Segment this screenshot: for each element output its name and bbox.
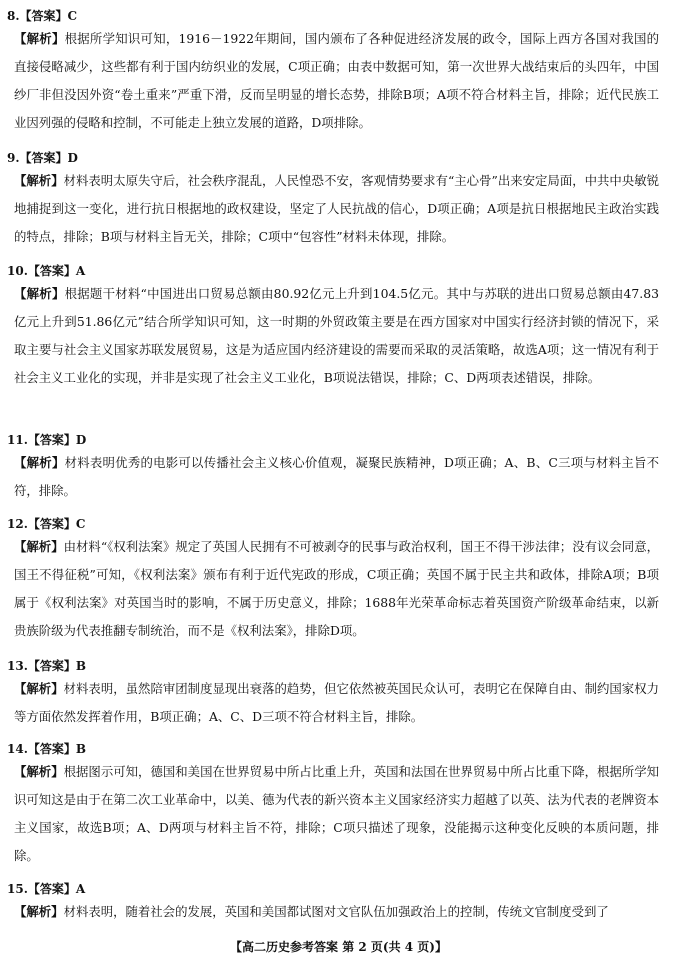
analysis-paragraph bbox=[14, 25, 659, 137]
analysis-paragraph bbox=[14, 280, 659, 392]
analysis-tag: 【解析】 bbox=[14, 31, 65, 46]
answer-value: A bbox=[75, 264, 86, 278]
answer-tag: 【答案】 bbox=[27, 264, 76, 278]
answer-line bbox=[7, 7, 677, 25]
analysis-text: 根据题干材料“中国进出口贸易总额由80.92亿元上升到104.5亿元。其中与苏联的进出口贸易总额由47.83亿元上升到51.86亿元”结合所学知识可知，这一时期的外贸政策主要是在西方国家对中国实行经济封锁的情况下，采取主要与社会主义国家苏联发展贸易，这是为适应国内经济建设的需要而采取的灵活策略，故选A项；这一情况有利于社会主义工业化的实现，并非是实现了社会主义工业化，B项说法错误，排除；C、D两项表述错误，排除。 bbox=[14, 286, 660, 385]
question-number: 13. bbox=[7, 659, 28, 673]
answer-tag: 【答案】 bbox=[19, 151, 68, 165]
analysis-paragraph bbox=[14, 898, 659, 926]
analysis-tag: 【解析】 bbox=[14, 904, 64, 919]
question-11 bbox=[0, 431, 677, 505]
question-15 bbox=[0, 880, 677, 926]
answer-tag: 【答案】 bbox=[27, 517, 76, 531]
footer-page-number: 第 2 页(共 4 页) bbox=[342, 940, 435, 954]
analysis-text: 材料表明优秀的电影可以传播社会主义核心价值观，凝聚民族精神，D项正确；A、B、C三项与材料主旨不符，排除。 bbox=[14, 455, 660, 498]
footer-bracket-close: 】 bbox=[434, 940, 447, 954]
answer-line bbox=[7, 149, 677, 167]
analysis-paragraph bbox=[14, 675, 659, 731]
analysis-text: 材料表明，随着社会的发展，英国和美国都试图对文官队伍加强政治上的控制，传统文官制度受到了 bbox=[63, 904, 609, 919]
question-number: 11. bbox=[7, 433, 28, 447]
analysis-tag: 【解析】 bbox=[14, 286, 65, 301]
answer-value: D bbox=[75, 433, 87, 447]
answer-value: A bbox=[75, 882, 86, 896]
answer-line bbox=[7, 880, 677, 898]
answer-value: B bbox=[75, 659, 87, 673]
analysis-paragraph bbox=[14, 167, 659, 251]
answer-line bbox=[7, 657, 677, 675]
analysis-tag: 【解析】 bbox=[14, 539, 64, 554]
question-9 bbox=[0, 149, 677, 251]
analysis-text: 根据图示可知，德国和美国在世界贸易中所占比重上升，英国和法国在世界贸易中所占比重下降，根据所学知识可知这是由于在第二次工业革命中，以美、德为代表的新兴资本主义国家经济实力超越了以英、法为代表的老牌资本主义国家，故选B项；A、D两项与材料主旨不符，排除；C项只描述了现象，没能揭示这种变化反映的本质问题，排除。 bbox=[14, 764, 660, 863]
answer-tag: 【答案】 bbox=[27, 882, 76, 896]
answer-value: C bbox=[67, 9, 78, 23]
analysis-paragraph bbox=[14, 449, 659, 505]
question-13 bbox=[0, 657, 677, 731]
answer-tag: 【答案】 bbox=[27, 742, 76, 756]
analysis-tag: 【解析】 bbox=[14, 764, 64, 779]
analysis-tag: 【解析】 bbox=[14, 681, 64, 696]
question-14 bbox=[0, 740, 677, 870]
answer-value: D bbox=[67, 151, 78, 165]
answer-tag: 【答案】 bbox=[19, 9, 68, 23]
answer-tag: 【答案】 bbox=[27, 659, 76, 673]
analysis-paragraph bbox=[14, 533, 659, 645]
question-number: 8. bbox=[7, 9, 20, 23]
analysis-paragraph bbox=[14, 758, 659, 870]
answer-tag: 【答案】 bbox=[27, 433, 76, 447]
analysis-tag: 【解析】 bbox=[14, 455, 65, 470]
answer-line bbox=[7, 262, 677, 280]
question-8 bbox=[0, 7, 677, 137]
question-12 bbox=[0, 515, 677, 645]
answer-value: C bbox=[75, 517, 86, 531]
footer-title: 高二历史参考答案 bbox=[242, 940, 339, 954]
question-number: 9. bbox=[7, 151, 20, 165]
analysis-tag: 【解析】 bbox=[14, 173, 64, 188]
analysis-text: 由材料“《权利法案》规定了英国人民拥有不可被剥夺的民事与政治权利，国王不得干涉法律；没有议会同意，国王不得征税”可知，《权利法案》颁布有利于近代宪政的形成，C项正确；英国不属于民主共和政体，排除A项；B项属于《权利法案》对英国当时的影响，不属于历史意义，排除；1688年光荣革命标志着英国资产阶级革命结束，以新贵族阶级为代表推翻专制统治，而不是《权利法案》，排除D项。 bbox=[14, 539, 659, 638]
question-number: 12. bbox=[7, 517, 28, 531]
question-number: 14. bbox=[7, 742, 28, 756]
answer-line bbox=[7, 431, 677, 449]
analysis-text: 根据所学知识可知，1916－1922年期间，国内颁布了各种促进经济发展的政令，国际上西方各国对我国的直接侵略减少，这些都有利于国内纺织业的发展，C项正确；由表中数据可知，第一次世界大战结束后的头四年，中国纱厂非但没因外资“卷土重来”严重下滑，反而呈明显的增长态势，排除B项；A项不符合材料主旨，排除；近代民族工业因列强的侵略和控制，不可能走上独立发展的道路，D项排除。 bbox=[14, 31, 659, 130]
footer-bracket-open: 【 bbox=[229, 940, 242, 954]
question-number: 10. bbox=[7, 264, 28, 278]
analysis-text: 材料表明，虽然陪审团制度显现出衰落的趋势，但它依然被英国民众认可，表明它在保障自由、制约国家权力等方面依然发挥着作用，B项正确；A、C、D三项不符合材料主旨，排除。 bbox=[14, 681, 660, 724]
analysis-text: 材料表明太原失守后，社会秩序混乱，人民惶恐不安，客观情势要求有“主心骨”出来安定局面，中共中央敏锐地捕捉到这一变化，进行抗日根据地的政权建设，坚定了人民抗战的信心，D项正确；A项是抗日根据地民主政治实践的特点，排除；B项与材料主旨无关，排除；C项中“包容性”材料未体现，排除。 bbox=[14, 173, 659, 244]
question-10 bbox=[0, 262, 677, 392]
page-footer bbox=[0, 939, 677, 955]
answer-line bbox=[7, 515, 677, 533]
answer-line bbox=[7, 740, 677, 758]
answer-value: B bbox=[75, 742, 87, 756]
question-number: 15. bbox=[7, 882, 28, 896]
